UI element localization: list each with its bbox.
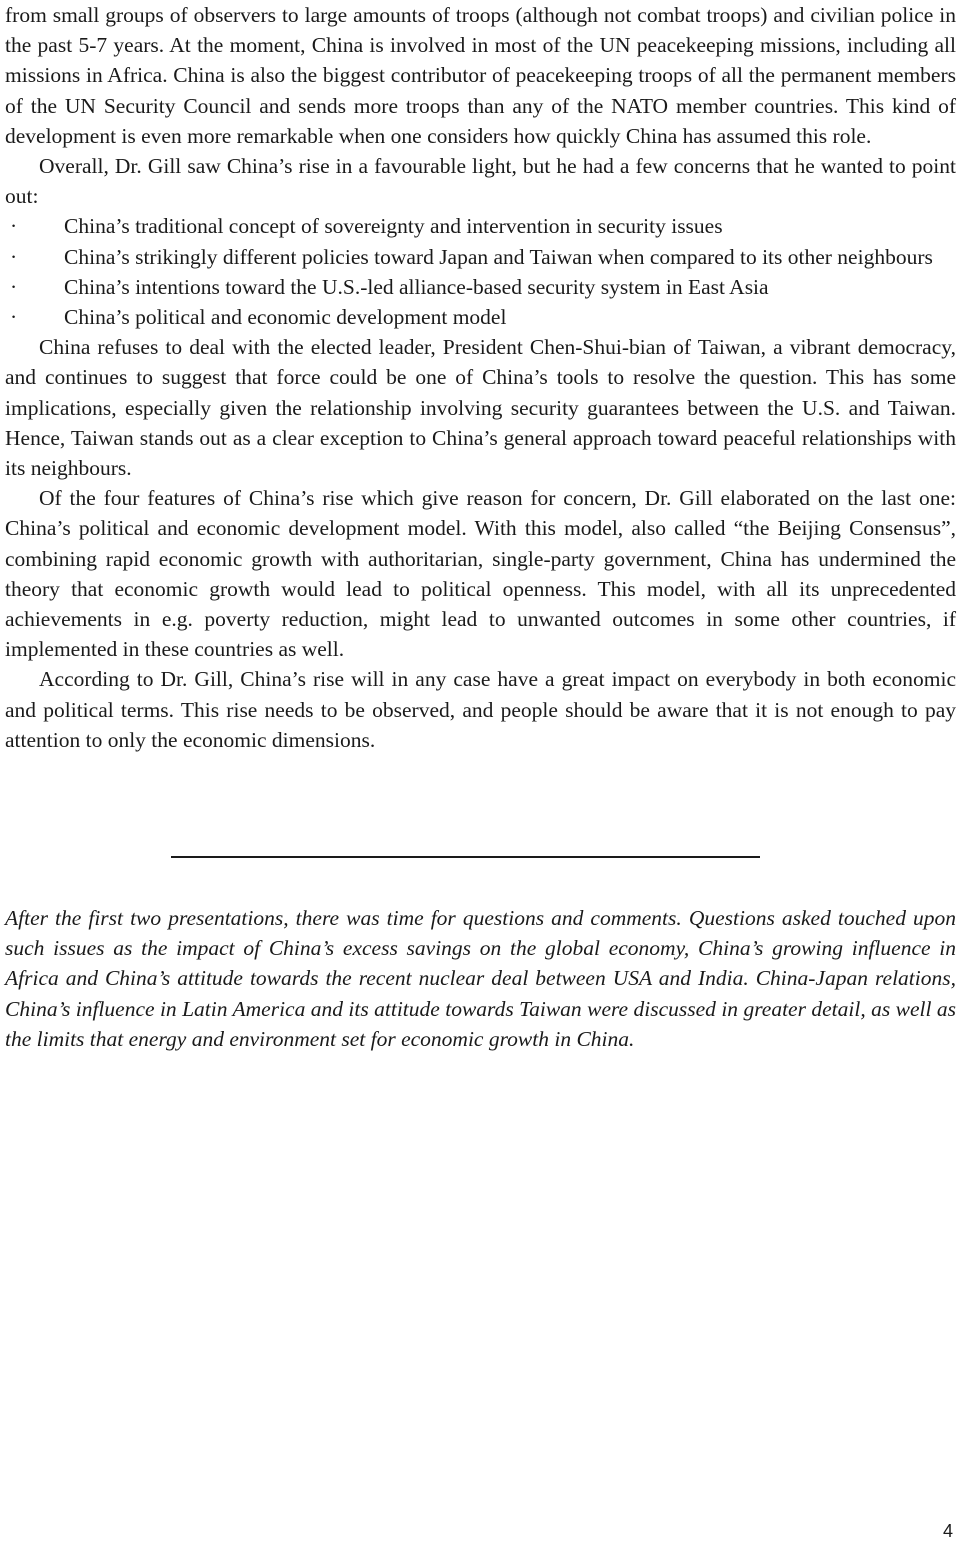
list-item	[5, 211, 956, 241]
list-item-text: China’s intentions toward the U.S.-led alliance-based security system in East Asia	[64, 274, 769, 299]
page-number: 4	[942, 1521, 953, 1541]
paragraph-conclusion: According to Dr. Gill, China’s rise will in any case have a great impact on everybody in both economic and political terms. This rise needs to be observed, and people should be aware that it is not enough to pay attention to only the economic dimensions.	[5, 667, 956, 752]
paragraph-peacekeeping: from small groups of observers to large amounts of troops (although not combat troops) and civilian police in the past 5-7 years. At the moment, China is involved in most of the UN peacekeeping missions, including all missions in Africa. China is also the biggest contributor of peacekeeping troops of all the permanent members of the UN Security Council and sends more troops than any of the NATO member countries. This kind of development is even more remarkable when one considers how quickly China has assumed this role.	[5, 3, 956, 148]
section-divider	[171, 856, 760, 858]
article-body	[5, 0, 956, 755]
list-item-text: China’s traditional concept of sovereignty and intervention in security issues	[64, 214, 723, 239]
list-item	[5, 242, 956, 272]
list-item-text: China’s strikingly different policies toward Japan and Taiwan when compared to its other neighbours	[64, 244, 933, 269]
list-item	[5, 272, 956, 302]
concerns-list	[5, 211, 956, 332]
discussion-summary: After the first two presentations, there was time for questions and comments. Questions asked touched upon such issues as the impact of China’s excess savings on the global economy, China’s growing influence in Africa and China’s attitude towards the recent nuclear deal between USA and India. China-Japan relations, China’s influence in Latin America and its attitude towards Taiwan were discussed in greater detail, as well as the limits that energy and environment set for economic growth in China.	[5, 906, 956, 1051]
bullet-dot-icon: ·	[10, 214, 18, 239]
list-item-text: China’s political and economic development model	[64, 305, 507, 330]
list-item	[5, 302, 956, 332]
bullet-dot-icon: ·	[10, 274, 18, 299]
bullet-dot-icon: ·	[10, 305, 18, 330]
paragraph-taiwan: China refuses to deal with the elected leader, President Chen-Shui-bian of Taiwan, a vibrant democracy, and continues to suggest that force could be one of China’s tools to resolve the question. This has some implications, especially given the relationship involving security guarantees between the U.S. and Taiwan. Hence, Taiwan stands out as a clear exception to China’s general approach toward peaceful relationships with its neighbours.	[5, 335, 956, 481]
paragraph-development-model: Of the four features of China’s rise which give reason for concern, Dr. Gill elaborated on the last one: China’s political and economic development model. With this model, also called “the Beijing Consensus”, combining rapid economic growth with authoritarian, single-party government, China has undermined the theory that economic growth would lead to political openness. This model, with all its unprecedented achievements in e.g. poverty reduction, might lead to unwanted outcomes in some other countries, if implemented in these countries as well.	[5, 486, 956, 662]
paragraph-concerns-intro: Overall, Dr. Gill saw China’s rise in a favourable light, but he had a few concerns that he wanted to point out:	[5, 154, 956, 209]
bullet-dot-icon: ·	[10, 244, 18, 269]
